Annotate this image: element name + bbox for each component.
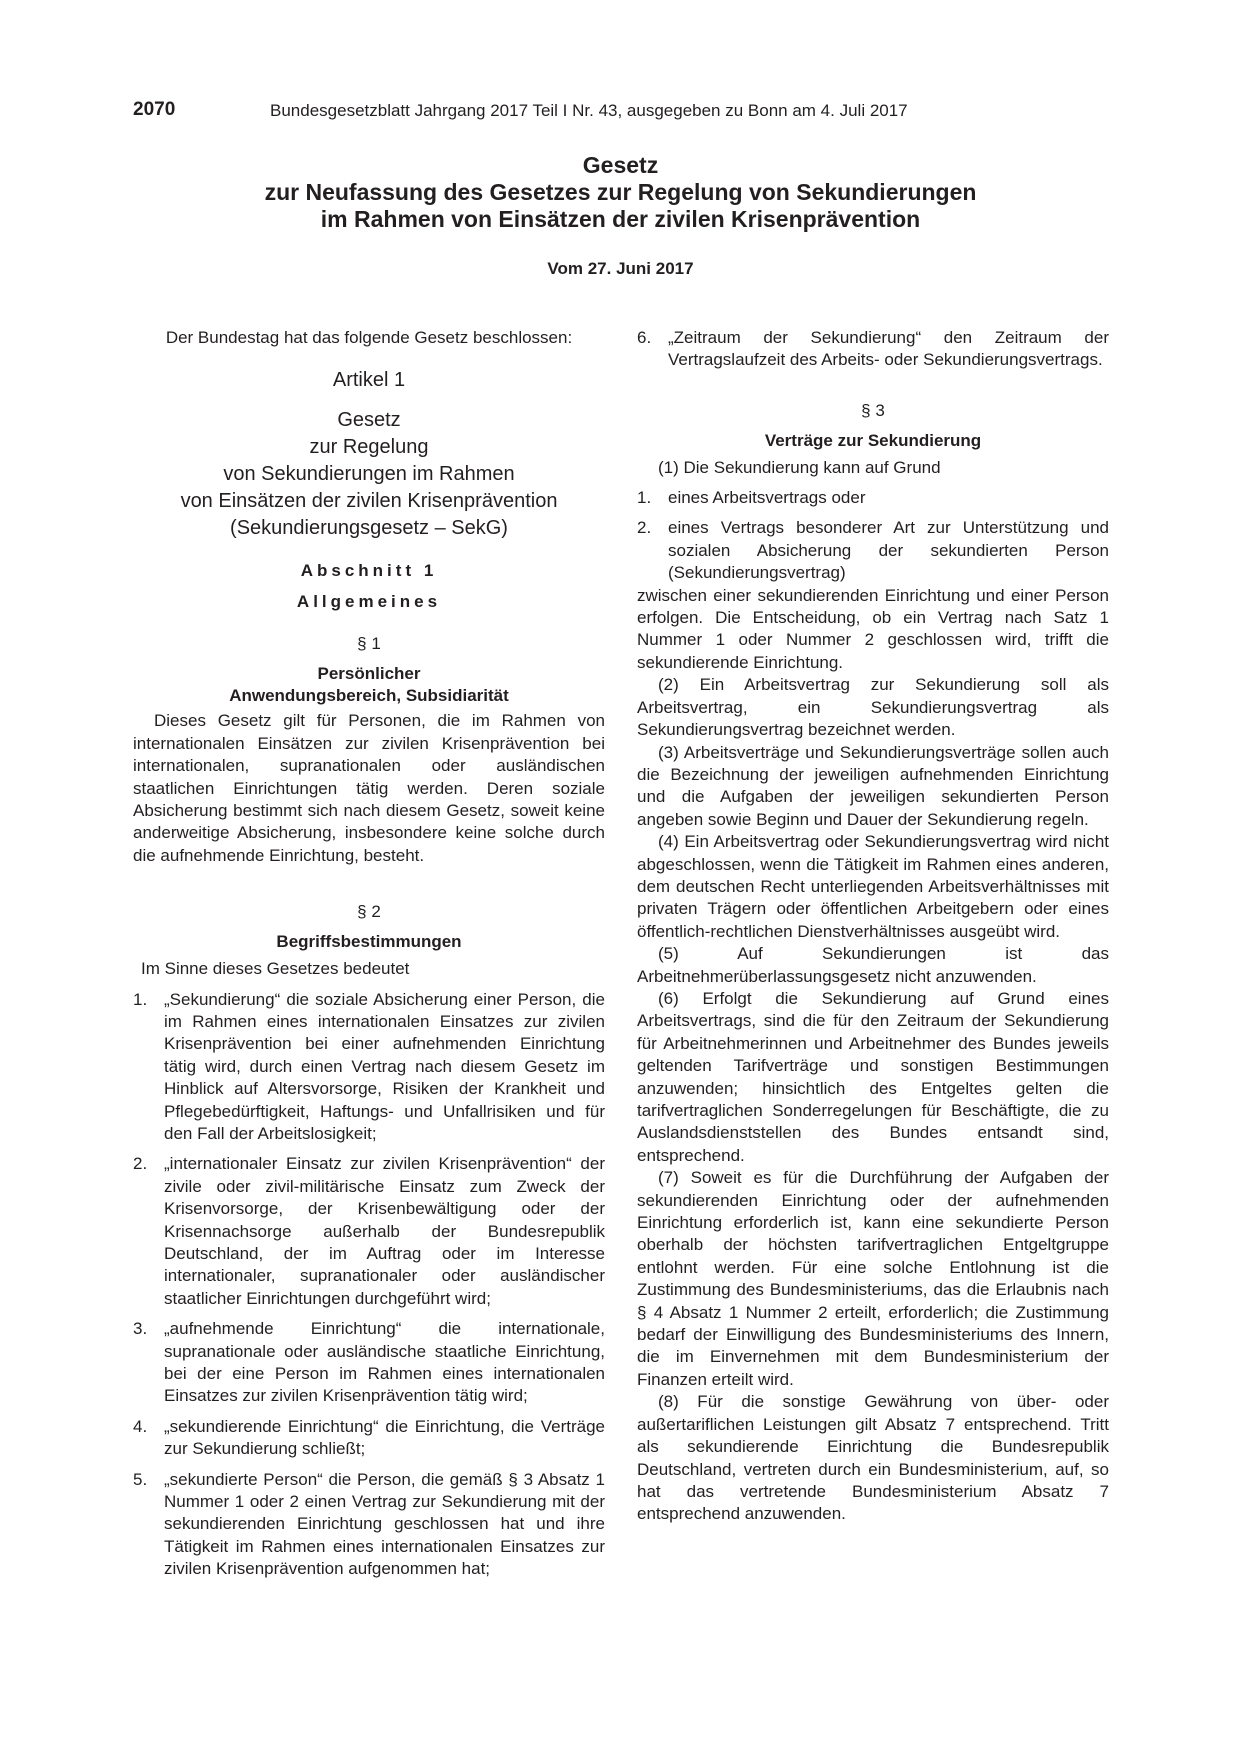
law-title xyxy=(133,407,605,542)
list-item xyxy=(133,1318,605,1408)
paragraph-heading-3: Verträge zur Sekundierung xyxy=(764,431,982,451)
paragraph-heading-1b: Anwendungsbereich, Subsidiarität xyxy=(229,686,509,706)
list-item-text: „Sekundierung“ die soziale Absicherung einer Person, die im Rahmen eines internationalen Einsatzes zur zivilen Krisenprävention bei einer aufnehmenden Einrichtung tätig wird, durch einen Vertrag nach diesem Gesetz im Hinblick auf Altersvorsorge, Risiken der Krankheit und Pflegebedürftigkeit, Haftungs- und Unfallrisiken und für den Fall der Arbeitslosigkeit; xyxy=(164,989,605,1143)
list-item xyxy=(133,1153,605,1310)
right-column xyxy=(637,327,1109,1526)
list-item-text: „internationaler Einsatz zur zivilen Krisenprävention“ der zivile oder zivil-militärische Einsatz zum Zweck der Krisenvorsorge, der Krisenbewältigung oder der Krisennachsorge außerhalb der Bundesrepublik Deutschland, der im Auftrag oder im Interesse internationaler, supranationaler oder ausländischer staatlicher Einrichtungen durchgeführt wird; xyxy=(164,1154,605,1308)
document-date: Vom 27. Juni 2017 xyxy=(547,259,694,278)
paragraph-number-1: § 1 xyxy=(357,634,381,654)
list-item-text: „Zeitraum der Sekundierung“ den Zeitraum der Vertragslaufzeit des Arbeits- oder Sekundierungsvertrags. xyxy=(668,328,1109,370)
paragraph-heading-1a: Persönlicher xyxy=(317,663,421,683)
subsection-3: (3) Arbeitsverträge und Sekundierungsverträge sollen auch die Bezeichnung der jeweiligen aufnehmenden Einrichtung und die Aufgaben der jeweiligen sekundierten Person angeben sowie Beginn und Dauer der Sekundierung regeln. xyxy=(637,742,1109,829)
list-item-text: „aufnehmende Einrichtung“ die internationale, supranationale oder ausländische staatliche Einrichtung, bei der eine Person im Rahmen eines internationalen Einsatzes zur zivilen Krisenprävention tätig wird; xyxy=(164,1319,605,1406)
list-item-number: 5. xyxy=(133,1469,148,1489)
definitions-intro: Im Sinne dieses Gesetzes bedeutet xyxy=(141,959,410,979)
subsection-2: (2) Ein Arbeitsvertrag zur Sekundierung soll als Arbeitsvertrag, ein Sekundierungsvertrag als Sekundierungsvertrag bezeichnet werden. xyxy=(637,675,1109,740)
enacting-clause: Der Bundestag hat das folgende Gesetz beschlossen: xyxy=(165,328,573,347)
list-item-number: 2. xyxy=(637,518,652,538)
list-item-number: 4. xyxy=(133,1416,148,1436)
title-line-1: Gesetz xyxy=(582,152,659,178)
list-item xyxy=(637,327,1109,372)
list-item xyxy=(133,1416,605,1461)
paragraph-1-text: Dieses Gesetz gilt für Personen, die im Rahmen von internationalen Einsätzen zur zivilen Krisenprävention bei internationalen, supranationalen oder ausländischen staatlichen Einrichtungen tätig werden. Deren soziale Absicherung bestimmt sich nach diesem Gesetz, soweit keine anderweitige Absicherung, insbesondere keine solche durch die aufnehmende Einrichtung, besteht. xyxy=(133,711,605,865)
law-title-line: zur Regelung xyxy=(309,436,429,459)
paragraph-number-3: § 3 xyxy=(861,400,885,420)
list-item xyxy=(637,487,1109,509)
page-number: 2070 xyxy=(133,99,176,120)
title-line-2: zur Neufassung des Gesetzes zur Regelung von Sekundierungen xyxy=(264,179,977,205)
list-item-text: „sekundierte Person“ die Person, die gemäß § 3 Absatz 1 Nummer 1 oder 2 einen Vertrag zur Sekundierung mit der sekundierenden Einrichtung geschlossen hat und ihre Tätigkeit im Rahmen eines internationalen Einsatzes zur zivilen Krisenprävention aufgenommen hat; xyxy=(164,1469,605,1579)
subsection-4: (4) Ein Arbeitsvertrag oder Sekundierungsvertrag wird nicht abgeschlossen, wenn die Tätigkeit im Rahmen eines anderen, dem deutschen Recht unterliegenden Arbeitsverhältnisses mit privaten Trägern oder öffentlichen Arbeitgebern oder eines öffentlich-rechtlichen Dienstverhältnisses ausgeübt wird. xyxy=(637,832,1109,941)
list-item-text: eines Vertrags besonderer Art zur Unterstützung und sozialen Absicherung der sekundierten Person (Sekundierungsvertrag) xyxy=(668,518,1109,583)
subsection-7: (7) Soweit es für die Durchführung der Aufgaben der sekundierenden Einrichtung oder der aufnehmenden Einrichtung erforderlich ist, kann eine sekundierte Person oberhalb der höchsten tarifvertraglichen Entgeltgruppe entlohnt werden. Für eine solche Entlohnung ist die Zustimmung des Bundesministeriums, das die Erlaubnis nach § 4 Absatz 1 Nummer 2 erteilt, erforderlich; die Zustimmung bedarf der Einwilligung des Bundesministeriums des Innern, die im Einvernehmen mit dem Bundesministerium der Finanzen erteilt wird. xyxy=(637,1168,1109,1389)
section-title: Allgemeines xyxy=(296,591,442,611)
subsection-1-tail: zwischen einer sekundierenden Einrichtung und einer Person erfolgen. Die Entscheidung, ob ein Vertrag nach Satz 1 Nummer 1 oder Nummer 2 geschlossen wird, trifft die sekundierende Einrichtung. xyxy=(637,585,1109,672)
list-item-number: 3. xyxy=(133,1319,148,1339)
subsection-5: (5) Auf Sekundierungen ist das Arbeitnehmerüberlassungsgesetz nicht anzuwenden. xyxy=(637,944,1109,986)
law-title-line: von Einsätzen der zivilen Krisenprävention xyxy=(180,490,558,513)
law-title-line: Gesetz xyxy=(337,409,401,432)
list-item-text: eines Arbeitsvertrags oder xyxy=(668,488,866,508)
subsection-6: (6) Erfolgt die Sekundierung auf Grund eines Arbeitsvertrags, sind die für den Zeitraum der Sekundierung für Arbeitnehmerinnen und Arbeitnehmer des Bundes jeweils geltenden Tarifverträge und sonstigen Bestimmungen anzuwenden; hinsichtlich des Entgeltes gelten die tarifvertraglichen Sonderregelungen für Beschäftigte, die zu Auslandsdienststellen des Bundes entsandt sind, entsprechend. xyxy=(637,988,1109,1165)
list-item-number: 6. xyxy=(637,328,652,347)
article-heading: Artikel 1 xyxy=(332,369,406,392)
list-item-number: 2. xyxy=(133,1154,148,1174)
list-item xyxy=(133,1469,605,1581)
paragraph-heading-2: Begriffsbestimmungen xyxy=(276,931,462,951)
document-title xyxy=(0,152,1241,233)
subsection-8: (8) Für die sonstige Gewährung von über- oder außertariflichen Leistungen gilt Absatz 7 entsprechend. Tritt als sekundierende Einrichtung die Bundesrepublik Deutschland, vertreten durch ein Bundesministerium, auf, so hat das vertretende Bundesministerium Absatz 7 entsprechend anzuwenden. xyxy=(637,1392,1109,1524)
list-item-number: 1. xyxy=(637,488,652,508)
list-item xyxy=(133,989,605,1146)
subsection-1-intro: (1) Die Sekundierung kann auf Grund xyxy=(658,457,941,477)
left-column xyxy=(133,327,605,1581)
list-item-text: „sekundierende Einrichtung“ die Einrichtung, die Verträge zur Sekundierung schließt; xyxy=(164,1416,605,1459)
law-title-line: von Sekundierungen im Rahmen xyxy=(223,463,515,486)
section-label: Abschnitt 1 xyxy=(300,561,438,581)
running-header: Bundesgesetzblatt Jahrgang 2017 Teil I Nr. 43, ausgegeben zu Bonn am 4. Juli 2017 xyxy=(270,101,908,120)
title-line-3: im Rahmen von Einsätzen der zivilen Krisenprävention xyxy=(320,206,921,232)
law-title-line: (Sekundierungsgesetz – SekG) xyxy=(230,517,508,540)
paragraph-number-2: § 2 xyxy=(357,902,381,922)
list-item xyxy=(637,517,1109,584)
list-item-number: 1. xyxy=(133,989,148,1009)
